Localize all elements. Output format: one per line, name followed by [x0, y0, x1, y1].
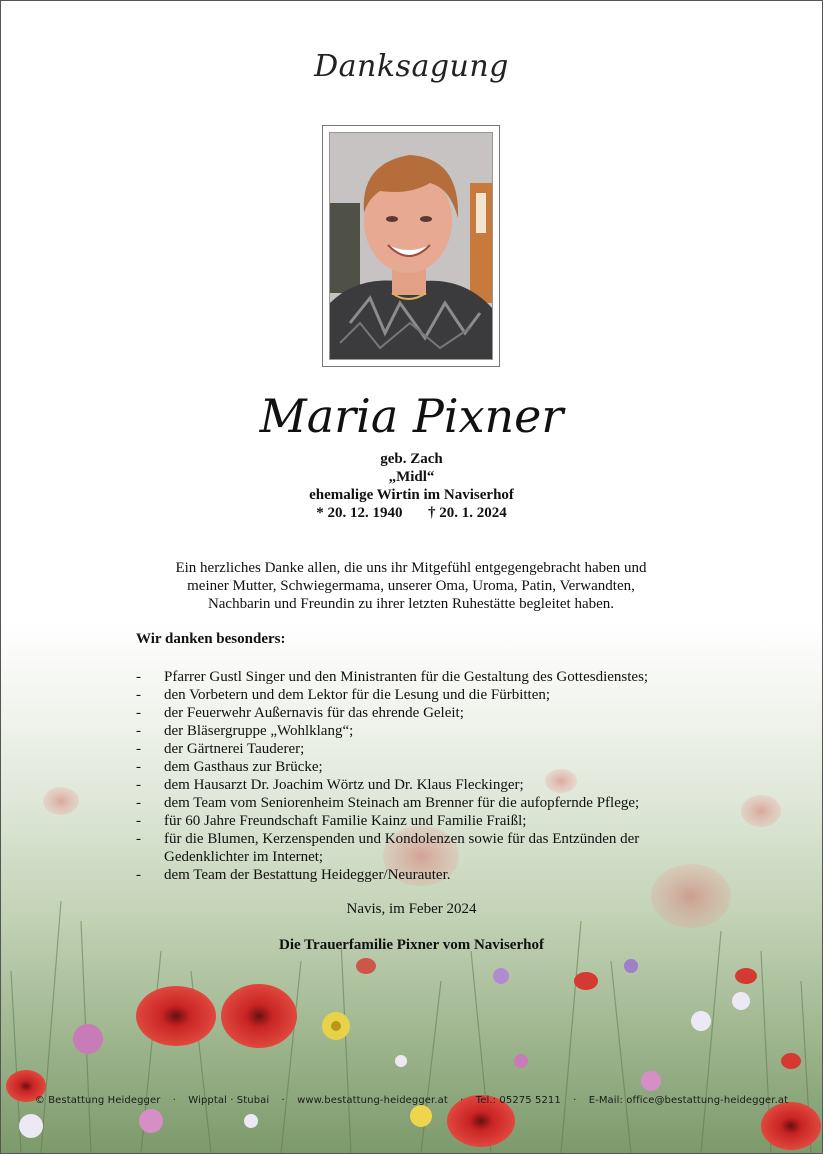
- birth-name: geb. Zach: [380, 451, 443, 467]
- list-dash: -: [136, 723, 141, 739]
- place-and-date: Navis, im Feber 2024: [346, 901, 477, 917]
- intro-line: meiner Mutter, Schwiegermama, unserer Oma, Uroma, Patin, Verwandten,: [187, 578, 635, 594]
- list-item: - dem Team vom Seniorenheim Steinach am Brenner für die aufopfernde Pflege;: [136, 795, 640, 811]
- deceased-name: Maria Pixner: [259, 389, 564, 443]
- list-item: - für 60 Jahre Freundschaft Familie Kainz und Familie Fraißl;: [136, 813, 527, 829]
- list-item: - dem Gasthaus zur Brücke;: [136, 759, 323, 775]
- list-item: - der Bläsergruppe „Wohlklang“;: [136, 723, 354, 739]
- list-item: - der Gärtnerei Tauderer;: [136, 741, 305, 757]
- list-dash: -: [136, 669, 141, 685]
- footer-website-link[interactable]: www.bestattung-heidegger.at: [297, 1095, 448, 1106]
- list-item: - dem Hausarzt Dr. Joachim Wörtz und Dr. Klaus Fleckinger;: [136, 777, 524, 793]
- footer-separator: ·: [460, 1095, 464, 1106]
- footer-separator: ·: [281, 1095, 285, 1106]
- list-dash: -: [136, 741, 141, 757]
- footer-phone: Tel.: 05275 5211: [475, 1095, 561, 1106]
- list-item: - der Feuerwehr Außernavis für das ehrende Geleit;: [136, 705, 464, 721]
- list-item: - dem Team der Bestattung Heidegger/Neurauter.: [136, 867, 451, 883]
- list-item: - Pfarrer Gustl Singer und den Ministranten für die Gestaltung des Gottesdienstes;: [136, 669, 649, 685]
- footer-region: Wipptal · Stubai: [188, 1095, 270, 1106]
- footer-email-link[interactable]: E-Mail: office@bestattung-heidegger.at: [588, 1095, 789, 1106]
- portrait-illustration: [330, 133, 492, 359]
- list-item: - für die Blumen, Kerzenspenden und Kondolenzen sowie für das Entzünden der Gedenklichter im Internet;: [136, 831, 640, 865]
- death-date: † 20. 1. 2024: [428, 505, 507, 521]
- nickname: „Midl“: [388, 469, 435, 485]
- thank-you-intro: [111, 559, 711, 613]
- list-dash: -: [136, 867, 141, 883]
- footer-separator: ·: [573, 1095, 577, 1106]
- list-dash: -: [136, 795, 141, 811]
- birth-date: * 20. 12. 1940: [316, 505, 403, 521]
- list-dash: -: [136, 705, 141, 721]
- family-signature: Die Trauerfamilie Pixner vom Naviserhof: [279, 937, 544, 953]
- list-dash: -: [136, 813, 141, 829]
- list-dash: -: [136, 831, 141, 847]
- footer-separator: ·: [172, 1095, 177, 1106]
- thanks-list: [136, 668, 716, 884]
- portrait-photo: [329, 132, 493, 360]
- intro-line: Nachbarin und Freundin zu ihrer letzten Ruhestätte begleitet haben.: [207, 596, 615, 612]
- list-dash: -: [136, 777, 141, 793]
- deceased-details: [1, 450, 822, 522]
- footer-copyright: © Bestattung Heidegger: [34, 1095, 161, 1106]
- list-dash: -: [136, 759, 141, 775]
- list-dash: -: [136, 687, 141, 703]
- list-item: - den Vorbetern und dem Lektor für die Lesung und die Fürbitten;: [136, 687, 551, 703]
- intro-line: Ein herzliches Danke allen, die uns ihr Mitgefühl entgegengebracht haben und: [175, 560, 647, 576]
- life-dates: [1, 504, 822, 522]
- footer: [1, 1095, 822, 1106]
- portrait-frame: [322, 125, 500, 367]
- occupation: ehemalige Wirtin im Naviserhof: [309, 487, 514, 503]
- page-title: Danksagung: [314, 49, 509, 84]
- thanks-heading: Wir danken besonders:: [136, 631, 286, 647]
